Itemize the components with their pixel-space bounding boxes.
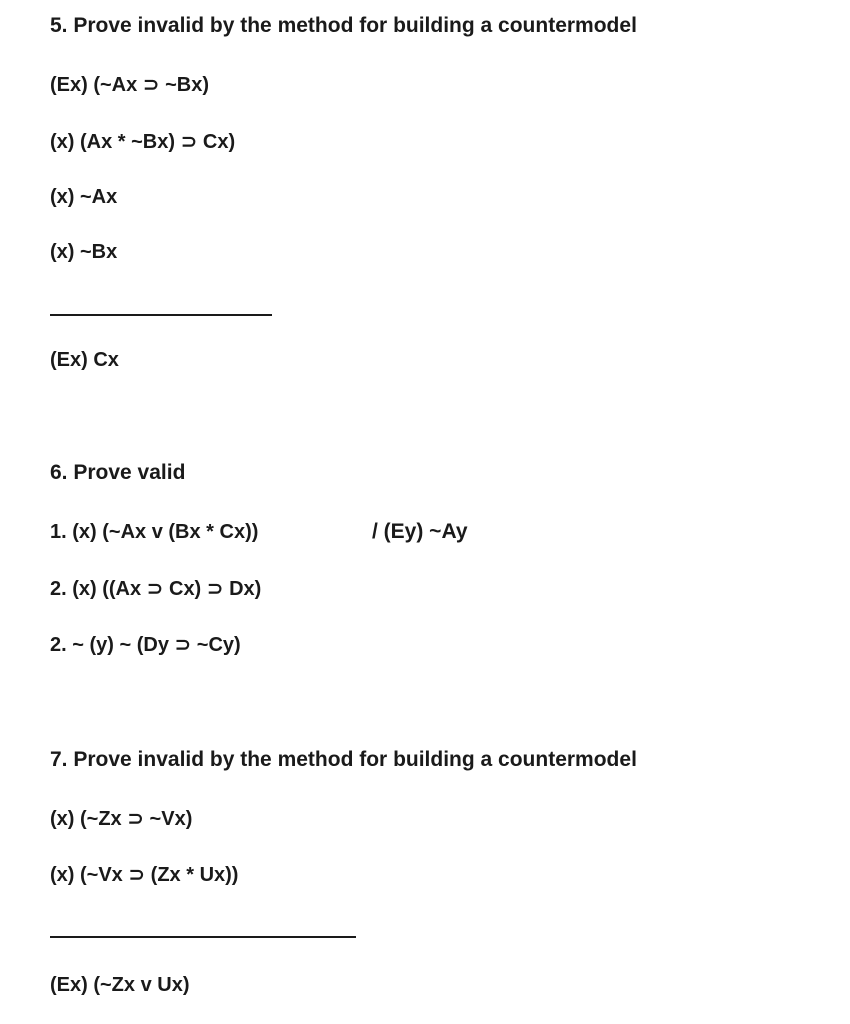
- problem-5-premise-2: (x) (Ax * ~Bx) ⊃ Cx): [50, 131, 236, 153]
- problem-6-line-3: 2. ~ (y) ~ (Dy ⊃ ~Cy): [50, 634, 241, 656]
- problem-5-premise-4: (x) ~Bx: [50, 241, 118, 263]
- problem-5-conclusion-rule: [50, 314, 272, 316]
- problem-5-heading: 5. Prove invalid by the method for building a countermodel: [50, 14, 637, 37]
- problem-6-goal: / (Ey) ~Ay: [372, 520, 468, 543]
- problem-6-heading: 6. Prove valid: [50, 461, 186, 484]
- problem-5-premise-1: (Ex) (~Ax ⊃ ~Bx): [50, 74, 210, 96]
- problem-7-premise-1: (x) (~Zx ⊃ ~Vx): [50, 808, 193, 830]
- problem-6-line-1: 1. (x) (~Ax v (Bx * Cx)): [50, 521, 259, 543]
- problem-7-conclusion-rule: [50, 936, 356, 938]
- problem-6-line-2: 2. (x) ((Ax ⊃ Cx) ⊃ Dx): [50, 578, 262, 600]
- problem-7-premise-2: (x) (~Vx ⊃ (Zx * Ux)): [50, 864, 239, 886]
- problem-7-heading: 7. Prove invalid by the method for building a countermodel: [50, 748, 637, 771]
- problem-5-premise-3: (x) ~Ax: [50, 186, 118, 208]
- problem-7-conclusion: (Ex) (~Zx v Ux): [50, 974, 190, 996]
- problem-5-conclusion: (Ex) Cx: [50, 349, 119, 371]
